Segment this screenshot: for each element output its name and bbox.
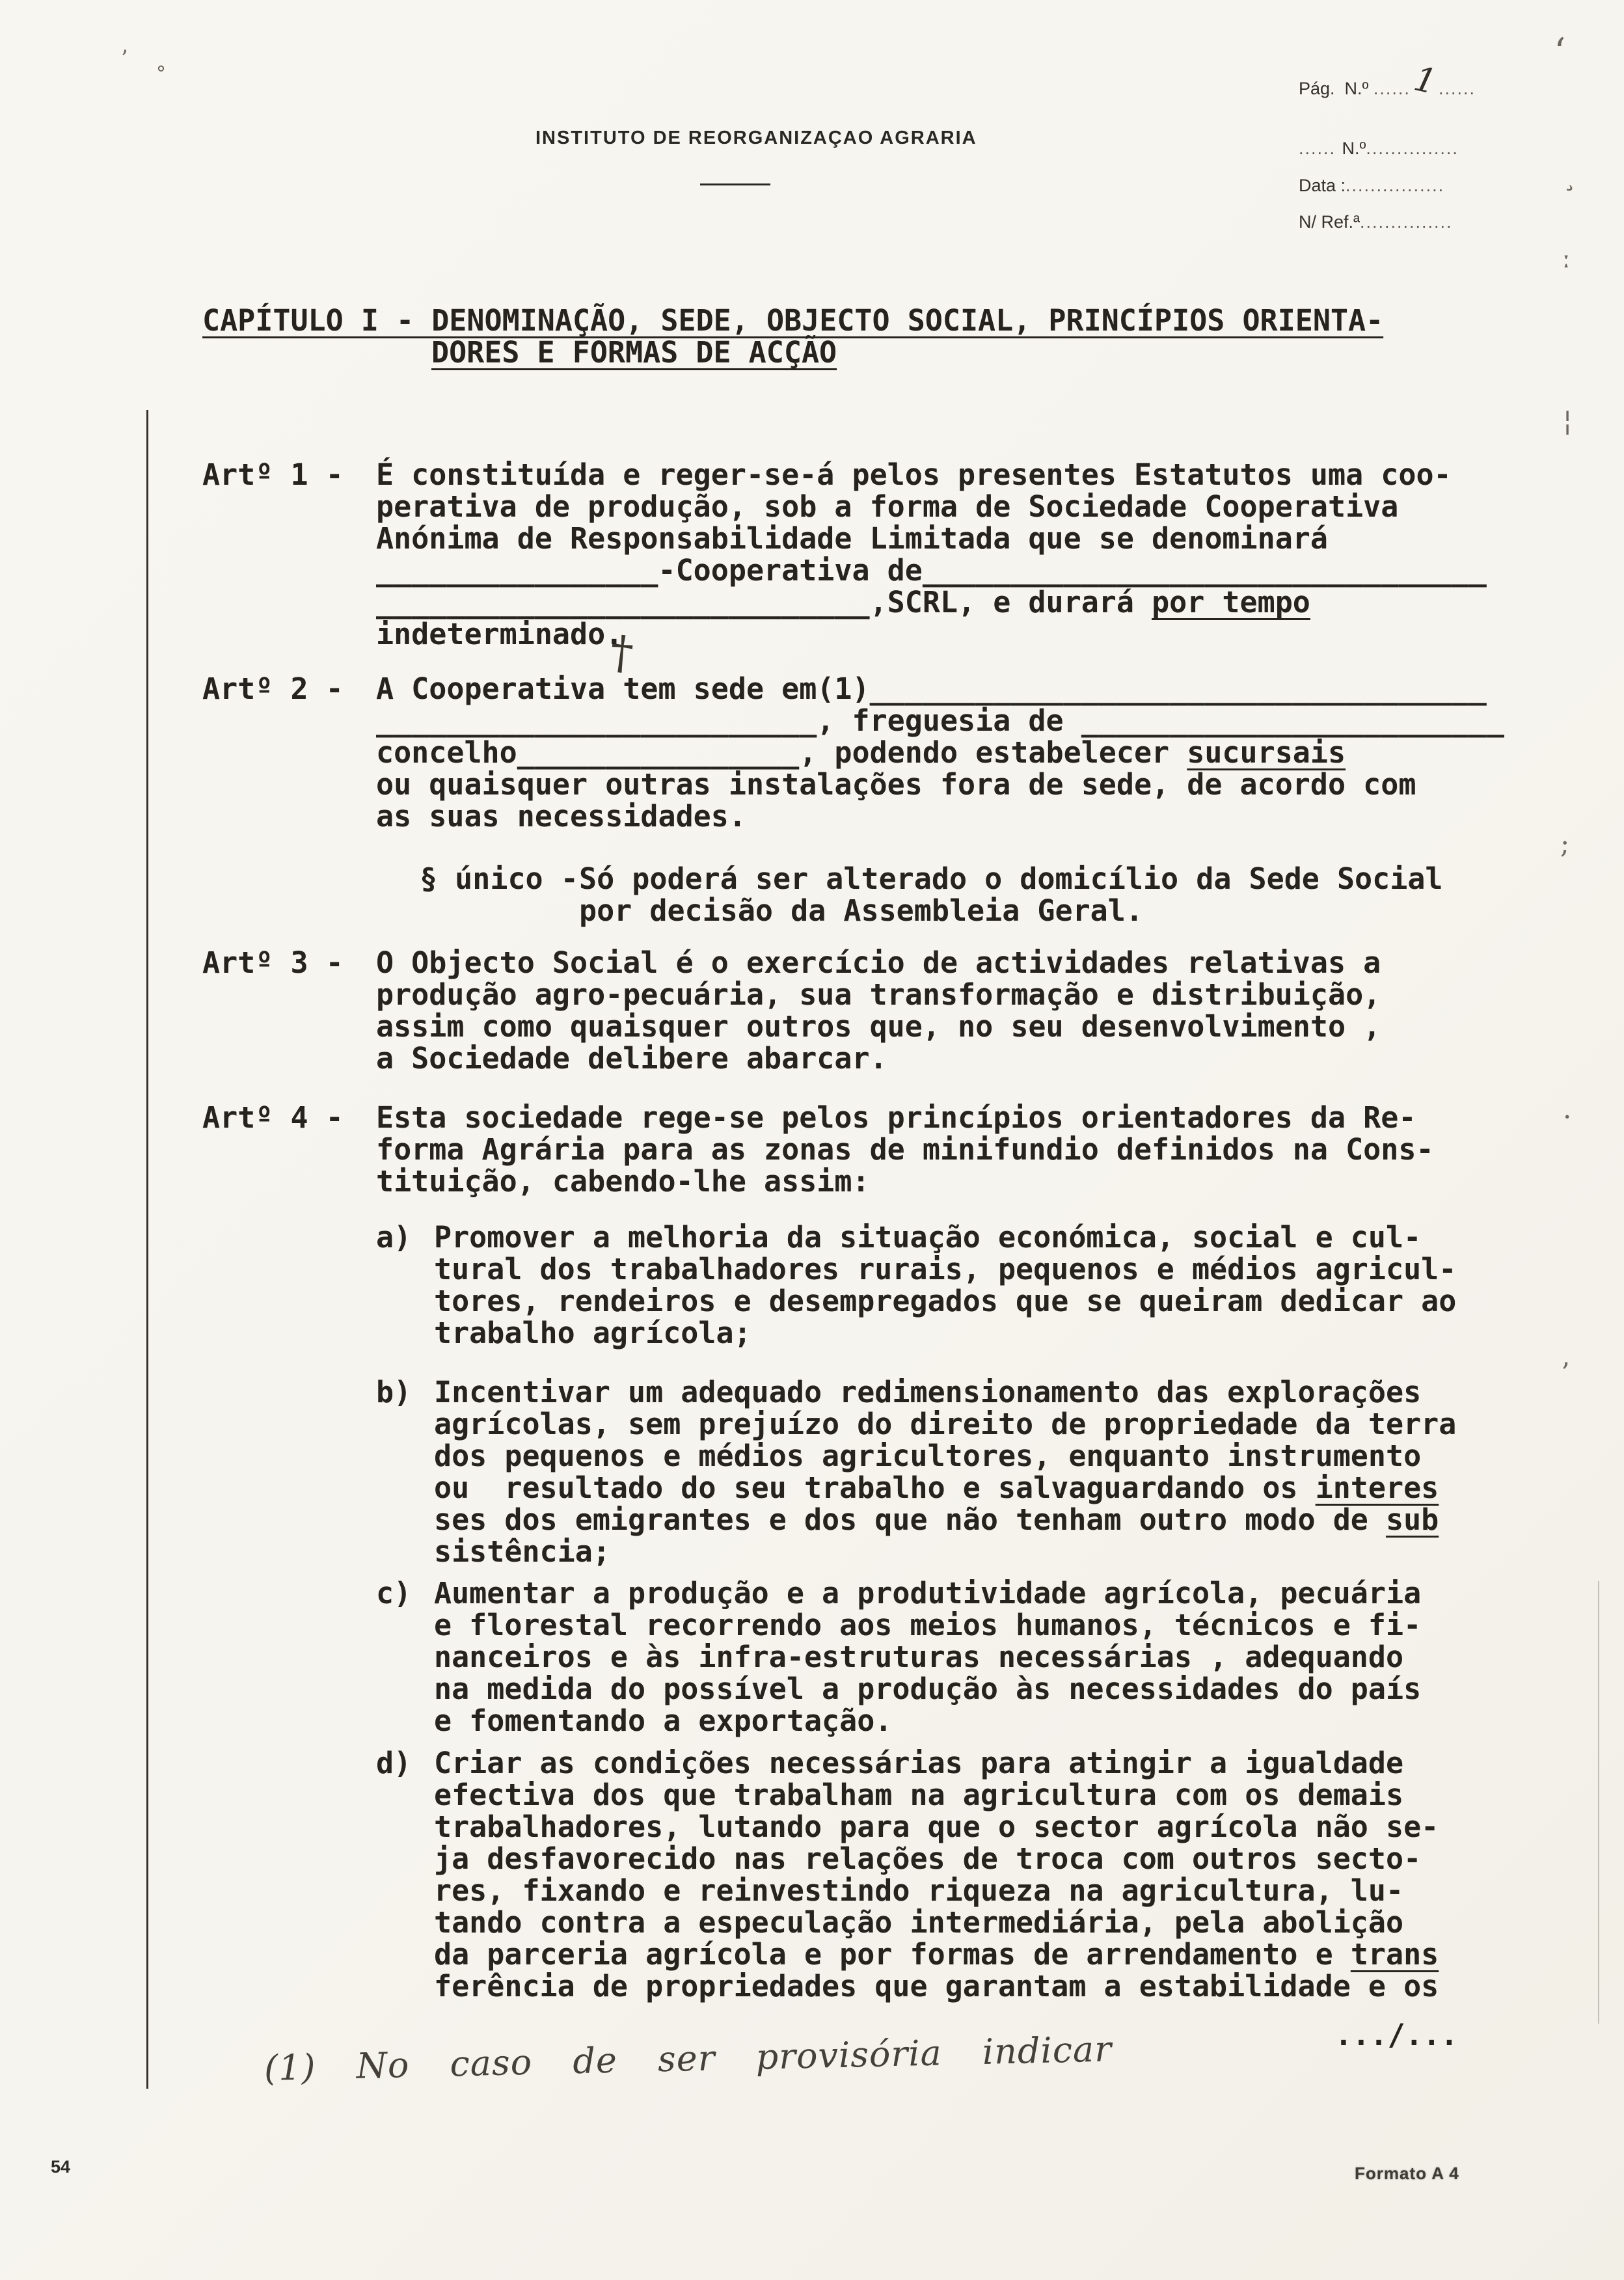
article-4-body xyxy=(376,1102,1588,2002)
list-item-d xyxy=(376,1747,1588,2002)
article-2-body xyxy=(376,673,1588,832)
reference-label: N/ Ref.ª xyxy=(1299,212,1360,232)
blank-field-line: ________________-Cooperativa de________________________________ xyxy=(376,553,1487,588)
article-2-label: Artº 2 - xyxy=(202,672,344,706)
dotted-line: ...... xyxy=(1439,79,1476,98)
list-item-a-body xyxy=(434,1221,1588,1349)
number-field xyxy=(1299,139,1459,159)
scan-artifact: ʼ xyxy=(1560,1357,1569,1389)
text-line: agrícolas, sem prejuízo do direito de propriedade da terra xyxy=(434,1407,1457,1441)
date-field xyxy=(1299,176,1444,196)
underlined-segment: interes xyxy=(1315,1471,1439,1505)
text-line xyxy=(434,1938,1588,1970)
text-line: tando contra a especulação intermediária, pela abolição xyxy=(434,1905,1404,1940)
page-number-field xyxy=(1299,59,1476,103)
text-line: ferência de propriedades que garantam a estabilidade e os xyxy=(434,1969,1439,2003)
text-line: Incentivar um adequado redimensionamento das explorações xyxy=(434,1375,1422,1409)
continuation-marker: .../... xyxy=(1334,2018,1458,2052)
text-line: trabalhadores, lutando para que o sector agrícola não se- xyxy=(434,1810,1439,1844)
text-line: por decisão da Assembleia Geral. xyxy=(579,893,1143,928)
scan-artifact: ¸ xyxy=(1563,160,1577,192)
text-segment: concelho________________, podendo estabelecer xyxy=(376,735,1187,770)
text-segment: ____________________________,SCRL, e durará xyxy=(376,585,1152,619)
list-item-b-marker: b) xyxy=(376,1375,412,1409)
dotted-line: ............... xyxy=(1360,212,1453,232)
text-line: res, fixando e reinvestindo riqueza na agricultura, lu- xyxy=(434,1873,1404,1908)
number-label: N.º xyxy=(1342,139,1366,158)
scan-artifact: ː xyxy=(1562,242,1571,274)
text-segment: da parceria agrícola e por formas de arrendamento e xyxy=(434,1937,1351,1972)
text-line: assim como quaisquer outros que, no seu desenvolvimento , xyxy=(376,1009,1381,1044)
blank-field-line xyxy=(376,586,1588,618)
paragraph-unico-body xyxy=(579,863,1588,927)
text-line: tural dos trabalhadores rurais, pequenos e médios agricul- xyxy=(434,1252,1457,1286)
scan-artifact: ° xyxy=(156,62,166,85)
paragraph-unico-label: § único - xyxy=(420,862,578,896)
underlined-segment: trans xyxy=(1350,1937,1439,1972)
text-line: indeterminado. xyxy=(376,617,623,651)
text-line: dos pequenos e médios agricultores, enquanto instrumento xyxy=(434,1439,1422,1473)
text-line: O Objecto Social é o exercício de actividades relativas a xyxy=(376,945,1381,980)
article-4-label: Artº 4 - xyxy=(202,1100,344,1135)
handwritten-note: (1) No caso de ser provisória indicar xyxy=(264,2028,1113,2089)
text-line xyxy=(434,1472,1588,1504)
text-line: nanceiros e às infra-estruturas necessárias , adequando xyxy=(434,1640,1404,1674)
date-label: Data : xyxy=(1299,176,1346,195)
text-line: tores, rendeiros e desempregados que se queiram dedicar ao xyxy=(434,1284,1457,1318)
chapter-line: CAPÍTULO I - DENOMINAÇÃO, SEDE, OBJECTO SOCIAL, PRINCÍPIOS ORIENTA- xyxy=(202,303,1384,338)
scan-artifact: ’ xyxy=(121,46,128,72)
text-line: Criar as condições necessárias para atingir a igualdade xyxy=(434,1746,1404,1780)
handwritten-page-number: 1 xyxy=(1410,59,1441,103)
text-line: produção agro-pecuária, sua transformação e distribuição, xyxy=(376,977,1381,1012)
text-line: e florestal recorrendo aos meios humanos, técnicos e fi- xyxy=(434,1608,1422,1642)
article-1-label: Artº 1 - xyxy=(202,457,344,492)
document-body xyxy=(202,303,1588,2089)
text-line xyxy=(434,1504,1588,1536)
list-item-a-marker: a) xyxy=(376,1220,412,1255)
text-line: a Sociedade delibere abarcar. xyxy=(376,1041,887,1076)
text-line: sistência; xyxy=(434,1534,610,1569)
text-line: ou quaisquer outras instalações fora de sede, de acordo com xyxy=(376,767,1416,802)
paper-format-label: Formato A 4 xyxy=(1355,2164,1459,2183)
handwritten-correction-mark: † xyxy=(607,625,636,681)
dotted-line: ................ xyxy=(1346,176,1445,195)
list-item-d-marker: d) xyxy=(376,1746,412,1780)
article-3 xyxy=(202,947,1588,1074)
text-line: e fomentando a exportação. xyxy=(434,1703,893,1738)
list-item-d-body xyxy=(434,1747,1588,2002)
paragraph-unico xyxy=(420,863,1588,927)
article-3-body xyxy=(376,947,1588,1074)
dotted-line: ...... xyxy=(1373,79,1411,98)
blank-field-line: A Cooperativa tem sede em(1)___________________________________ xyxy=(376,672,1487,706)
page-number-label: Pág. N.º xyxy=(1299,79,1374,98)
text-line: tituição, cabendo-lhe assim: xyxy=(376,1164,870,1199)
underlined-segment: sub xyxy=(1385,1502,1439,1537)
text-line: efectiva dos que trabalham na agricultura com os demais xyxy=(434,1778,1404,1812)
list-item-b-body xyxy=(434,1376,1588,1568)
chapter-line: DORES E FORMAS DE ACÇÃO xyxy=(431,335,837,370)
scan-artifact: ʻ xyxy=(1554,30,1566,74)
reference-field xyxy=(1299,212,1453,232)
underlined-segment: por tempo xyxy=(1152,585,1310,619)
scan-artifact: ¦ xyxy=(1563,405,1573,437)
text-line: Aumentar a produção e a produtividade agrícola, pecuária xyxy=(434,1576,1422,1610)
text-line: trabalho agrícola; xyxy=(434,1316,751,1350)
article-1-body xyxy=(376,459,1588,650)
chapter-heading xyxy=(202,305,1588,368)
article-1 xyxy=(202,459,1588,650)
list-item-b xyxy=(376,1376,1588,1568)
article-2 xyxy=(202,673,1588,832)
scan-artifact: · xyxy=(1563,1101,1572,1133)
article-4 xyxy=(202,1102,1588,2002)
scan-streak xyxy=(1598,1581,1599,2024)
text-line: forma Agrária para as zonas de minifundio definidos na Cons- xyxy=(376,1132,1434,1167)
list-item-a xyxy=(376,1221,1588,1349)
text-line: na medida do possível a produção às necessidades do país xyxy=(434,1672,1422,1706)
text-line: Esta sociedade rege-se pelos princípios orientadores da Re- xyxy=(376,1100,1416,1135)
text-line: É constituída e reger-se-á pelos presentes Estatutos uma coo- xyxy=(376,457,1452,492)
article-3-label: Artº 3 - xyxy=(202,945,344,980)
list-item-c-body xyxy=(434,1577,1588,1737)
page-footer-number: 54 xyxy=(51,2157,71,2177)
text-line: Anónima de Responsabilidade Limitada que se denominará xyxy=(376,521,1328,556)
dotted-line: ............... xyxy=(1366,139,1459,158)
margin-rule xyxy=(146,410,148,2089)
dotted-line: ...... xyxy=(1299,139,1342,158)
text-segment: ou resultado do seu trabalho e salvaguardando os xyxy=(434,1471,1316,1505)
text-line: as suas necessidades. xyxy=(376,799,746,834)
underlined-segment: sucursais xyxy=(1187,735,1346,770)
list-item-c-marker: c) xyxy=(376,1576,412,1610)
scan-artifact: ; xyxy=(1560,828,1570,860)
institute-underline xyxy=(700,183,770,185)
blank-field-line: _________________________, freguesia de ________________________ xyxy=(376,703,1504,738)
institute-title: INSTITUTO DE REORGANIZAÇAO AGRARIA xyxy=(535,128,977,148)
list-item-c xyxy=(376,1577,1588,1737)
text-line: Só poderá ser alterado o domicílio da Sede Social xyxy=(579,862,1443,896)
text-line: ja desfavorecido nas relações de troca com outros secto- xyxy=(434,1841,1422,1876)
blank-field-line xyxy=(376,737,1588,768)
text-line: perativa de produção, sob a forma de Sociedade Cooperativa xyxy=(376,489,1399,524)
text-line: Promover a melhoria da situação económica, social e cul- xyxy=(434,1220,1422,1255)
text-segment: ses dos emigrantes e dos que não tenham outro modo de xyxy=(434,1502,1386,1537)
